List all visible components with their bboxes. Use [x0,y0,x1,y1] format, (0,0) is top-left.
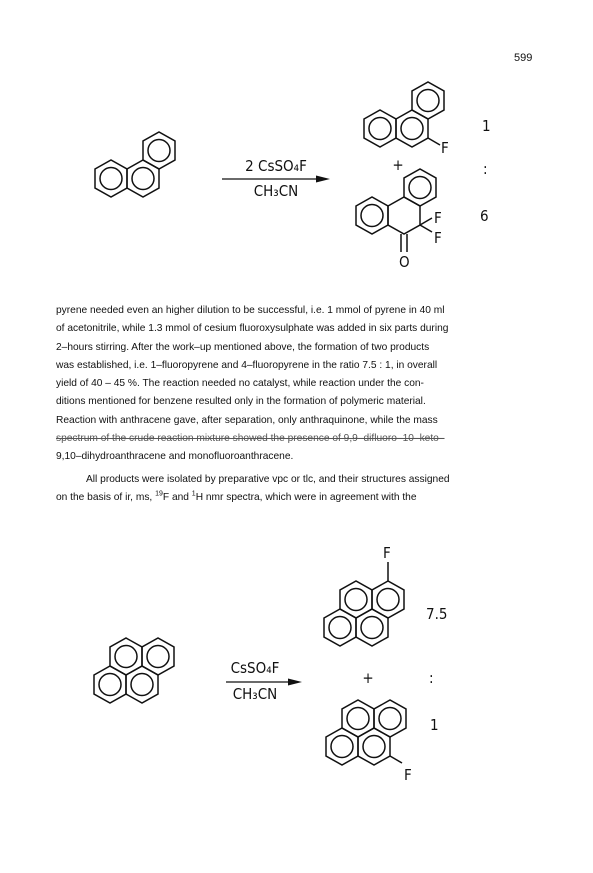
scheme1-f-label-product1: F [441,139,449,157]
text-line: was established, i.e. 1–fluoropyrene and 4–fluoropyrene in the ratio 7.5 : 1, in overall [56,359,438,371]
scheme2-reagent-bottom: CH₃CN [232,685,278,703]
text-line: yield of 40 – 45 %. The reaction needed no catalyst, while reaction under the con- [56,378,424,390]
superscript-19: 19 [155,490,163,498]
scheme1-reagent-top: 2 CsSO₄F [245,157,307,175]
scheme1-reagent-bottom: CH₃CN [253,182,299,200]
text-line: pyrene needed even an higher dilution to be successful, i.e. 1 mmol of pyrene in 40 ml [56,305,445,316]
scheme1-ratio-product1: 1 [482,117,491,135]
fluoropyrene-1-structure [324,562,404,646]
reaction-arrow-2 [226,679,302,686]
phenanthrene-structure [95,132,175,197]
paragraph-2 [56,471,542,508]
scheme2-plus-sign: + [362,669,374,687]
text-line: ditions mentioned for benzene resulted only in the formation of polymeric material. [56,396,426,408]
scheme2-ratio-colon: : [429,669,434,687]
text-line: All products were isolated by preparative vpc or tlc, and their structures assigned [86,473,450,485]
text-line-part: on the basis of ir, ms, [56,491,156,503]
paragraph-1 [56,302,542,467]
text-line: 2–hours stirring. After the work–up mentioned above, the formation of two products [56,341,430,353]
scheme1-ratio-product2: 6 [480,207,489,225]
text-line-part: H nmr spectra, which were in agreement with the [195,491,417,503]
scheme2-f-label-product2: F [404,766,412,784]
text-line-part: F and [162,491,192,503]
body-text [56,302,542,507]
fluorophenanthrene-structure [364,82,444,147]
fluoropyrene-4-structure [326,700,406,765]
text-line: 9,10–dihydroanthracene and monofluoroanthracene. [56,451,294,463]
scheme2-ratio-product1: 7.5 [426,605,448,623]
scheme2-f-label-product1: F [383,544,391,562]
scheme1-plus-sign: + [392,156,404,174]
scheme1-ratio-colon: : [483,160,488,178]
struck-through-line: spectrum of the crude reaction mixture showed the presence of 9,9–difluoro–10–keto– [56,433,445,445]
reaction-scheme-phenanthrene [0,0,593,300]
text-line: of acetonitrile, while 1.3 mmol of cesium fluoroxysulphate was added in six parts during [56,323,449,335]
difluoroketone-structure [356,169,436,252]
page-number: 599 [514,52,533,64]
scheme1-f-label-product2-a: F [434,209,442,227]
scheme1-o-label-product2: O [399,253,410,271]
superscript-1: 1 [191,490,196,498]
scheme1-f-label-product2-b: F [434,229,442,247]
scheme2-reagent-top: CsSO₄F [230,659,280,677]
pyrene-structure [94,638,174,703]
text-line: Reaction with anthracene gave, after separation, only anthraquinone, while the mass [56,414,438,426]
scheme2-ratio-product2: 1 [430,716,439,734]
